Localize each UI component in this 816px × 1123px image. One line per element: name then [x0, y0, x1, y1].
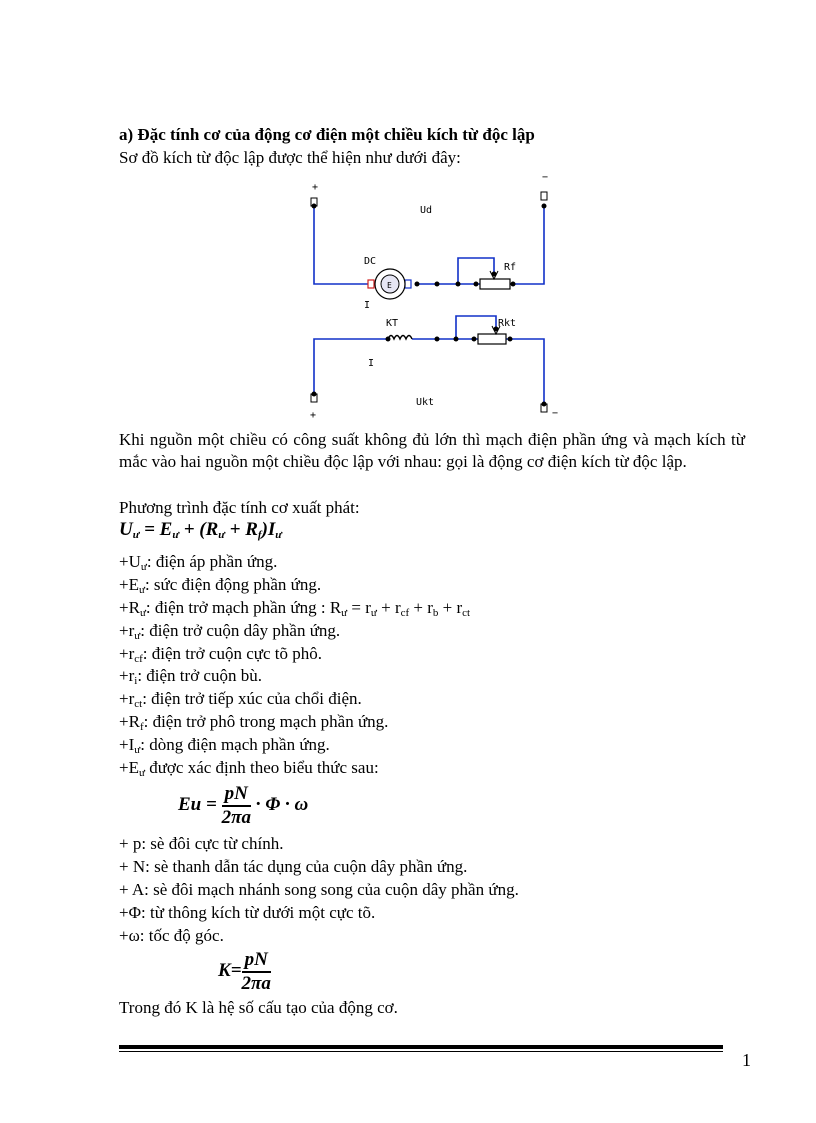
label-minus-bottom: − [552, 408, 559, 419]
main-equation: $U_ư = E_ư + (R_ư + R_f)I_ư$ [119, 519, 282, 541]
emf-formula: Eu = $\frac{pN}{2\pi a}$ · Φ · ω [178, 782, 309, 828]
def-rcf: $+r_{cf}$: điện trở cuộn cực tõ phô. [119, 644, 322, 665]
def-u: $+U_ư$: điện áp phần ứng. [119, 552, 278, 573]
description-paragraph: Khi nguồn một chiều có công suất không đủ lớn thì mạch điện phần ứng và mạch kích từ mắc vào hai nguồn một chiều độc lập với nhau: gọi là động cơ điện kích từ độc lập. [119, 430, 745, 471]
rf-resistor [480, 279, 510, 289]
param-a: + A: sè đôi mạch nhánh song song của cuộn dây phần ứng. [119, 880, 519, 899]
def-ri: $+r_i$: điện trở cuộn bù. [119, 666, 262, 687]
label-kt: KT [386, 318, 399, 329]
def-eu: $+E_ư$ được xác định theo biểu thức sau: [119, 758, 379, 779]
terminal-top-right [541, 192, 547, 200]
label-plus-bottom: + [310, 410, 317, 421]
def-ru: $+r_ư$: điện trở cuộn dây phần ứng. [119, 621, 341, 642]
param-p: + p: sè đôi cực từ chính. [119, 834, 284, 853]
param-omega: +ω: tốc độ góc. [119, 926, 224, 945]
label-minus-top: − [542, 176, 549, 183]
conclusion-text: Trong đó K là hệ số cấu tạo của động cơ. [119, 998, 398, 1017]
circuit-diagram [300, 176, 570, 422]
section-heading: a) Đặc tính cơ của động cơ điện một chiều kích từ độc lập [119, 125, 535, 144]
circuit-wires [314, 206, 544, 404]
label-e: E [387, 281, 392, 290]
param-phi: +Φ: từ thông kích từ dưới một cực tõ. [119, 903, 376, 922]
def-r: $+R_ư$: điện trở mạch phần ứng : $R_ư = r_ư + r_{cf} + r_b + r_{ct}$ [119, 598, 471, 619]
label-ud: Ud [420, 205, 433, 216]
label-ukt: Ukt [416, 397, 435, 408]
junction-dots [312, 204, 547, 407]
footer-rule-thin [119, 1051, 723, 1052]
rkt-resistor [478, 334, 506, 344]
footer-rule-thick [119, 1045, 723, 1049]
label-plus-top: + [312, 182, 319, 193]
intro-text: Sơ đồ kích từ độc lập được thể hiện như dưới đây: [119, 148, 461, 167]
kt-coil [388, 336, 412, 340]
terminals [311, 192, 547, 412]
label-i-bottom: I [368, 358, 375, 369]
def-iu: $+I_ư$: dòng điện mạch phần ứng. [119, 735, 330, 756]
k-formula: K= $\frac{pN}{2\pi a}$ [218, 948, 271, 994]
def-rf: $+R_f$: điện trở phô trong mạch phần ứng. [119, 712, 389, 733]
label-dc: DC [364, 256, 377, 267]
param-n: + N: sè thanh dẫn tác dụng của cuộn dây phần ứng. [119, 857, 468, 876]
label-i-top: I [364, 300, 371, 311]
label-rkt: Rkt [498, 318, 517, 329]
def-rct: $+r_{ct}$: điện trở tiếp xúc của chổi điện. [119, 689, 362, 710]
page-number: 1 [742, 1050, 751, 1070]
def-e: $+E_ư$: sức điện động phần ứng. [119, 575, 322, 596]
equation-intro: Phương trình đặc tính cơ xuất phát: [119, 498, 360, 517]
label-rf: Rf [504, 262, 517, 273]
